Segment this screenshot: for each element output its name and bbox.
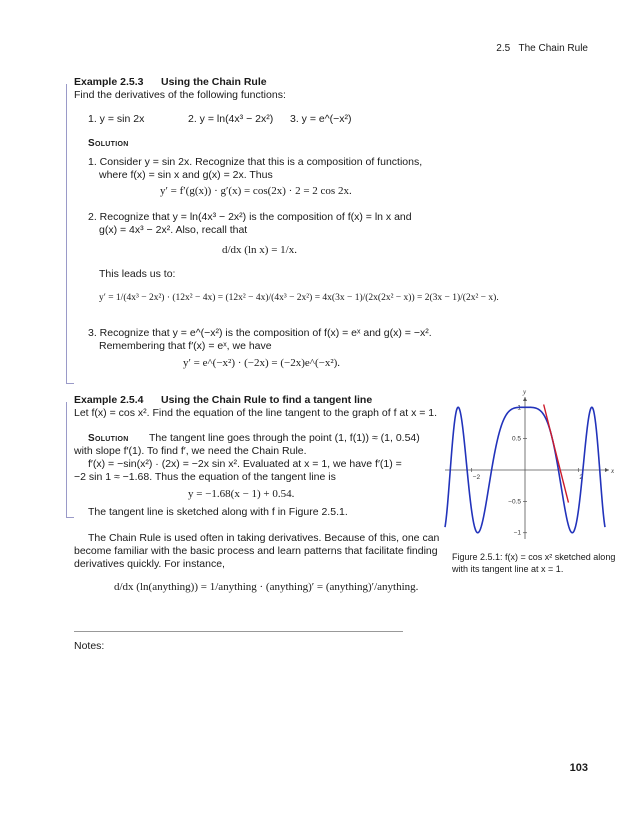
x-axis-label: x: [611, 467, 615, 475]
tangent-line: [544, 405, 569, 503]
y-axis-label: y: [523, 388, 527, 396]
example-a-number: Example 2.5.3: [74, 76, 144, 88]
notes-divider: [74, 631, 403, 632]
example-a-prompt: Find the derivatives of the following functions:: [74, 89, 286, 101]
example-bar-a: [66, 84, 67, 384]
solution-1-line-1: 1. Consider y = sin 2x. Recognize that this is a composition of functions,: [88, 156, 423, 168]
solution-2-equation-2: y′ = 1/(4x³ − 2x²) · (12x² − 4x) = (12x² − 4x)/(4x³ − 2x²) = 4x(3x − 1)/(2x(2x² − x)) = 2(3x − 1)/(2x² − x).: [99, 293, 499, 303]
solution-2-line-2: g(x) = 4x³ − 2x². Also, recall that: [99, 224, 248, 236]
x-tick-label: −2: [472, 474, 481, 481]
example-b-closing: The tangent line is sketched along with f in Figure 2.5.1.: [88, 506, 348, 518]
figure-caption-line-2: with its tangent line at x = 1.: [452, 564, 564, 574]
figure-2-5-1: [435, 388, 615, 545]
header-section-number: 2.5: [496, 43, 511, 54]
y-tick-label: −1: [513, 529, 521, 537]
example-b-line-2: with slope f′(1). To find f′, we need the Chain Rule.: [74, 445, 307, 457]
example-b-line-3: f′(x) = −sin(x²) · (2x) = −2x sin x². Evaluated at x = 1, we have f′(1) =: [88, 458, 402, 470]
example-b-number: Example 2.5.4: [74, 394, 144, 406]
y-tick-label: −0.5: [508, 498, 521, 506]
page-number: 103: [569, 762, 588, 774]
example-bar-a-end: [66, 383, 74, 384]
example-b-title: Using the Chain Rule to find a tangent line: [160, 394, 373, 406]
example-a-title: Using the Chain Rule: [160, 76, 267, 88]
example-bar-b-end: [66, 517, 74, 518]
example-b-line-4: −2 sin 1 ≈ −1.68. Thus the equation of the tangent line is: [74, 471, 336, 483]
x-tick-label: 2: [579, 474, 583, 481]
header-section-title: The Chain Rule: [518, 43, 588, 54]
body-para-line-1: The Chain Rule is used often in taking derivatives. Because of this, one can: [88, 532, 440, 544]
x-axis-arrow: [605, 468, 609, 472]
solution-2-line-1: 2. Recognize that y = ln(4x³ − 2x²) is the composition of f(x) = ln x and: [88, 211, 412, 223]
body-para-line-3: derivatives quickly. For instance,: [74, 558, 225, 570]
example-b-solution-label: Solution: [88, 433, 129, 444]
example-b-text-1: The tangent line goes through the point (1, f(1)) ≈ (1, 0.54): [149, 432, 420, 444]
example-b-heading: [74, 394, 372, 406]
solution-2-leads: This leads us to:: [99, 268, 176, 280]
anything-equation: d/dx (ln(anything)) = 1/anything · (anything)′ = (anything)′/anything.: [114, 581, 419, 593]
example-a-heading: [74, 76, 267, 88]
example-b-prompt: Let f(x) = cos x². Find the equation of the line tangent to the graph of f at x = 1.: [74, 407, 438, 419]
example-a-solution-label: Solution: [88, 138, 129, 149]
y-tick-label: 0.5: [511, 435, 521, 443]
example-bar-b: [66, 402, 67, 518]
body-para-line-2: become familiar with the basic process and learn patterns that facilitate finding: [74, 545, 438, 557]
solution-3-line-2: Remembering that f′(x) = eˣ, we have: [99, 340, 272, 352]
y-tick-label: 1: [517, 404, 521, 412]
problem-1: 1. y = sin 2x: [88, 113, 145, 125]
figure-caption-line-1: Figure 2.5.1: f(x) = cos x² sketched along: [452, 552, 616, 562]
example-b-line-1: [88, 432, 420, 444]
solution-1-equation: y′ = f′(g(x)) · g′(x) = cos(2x) · 2 = 2 cos 2x.: [160, 185, 352, 197]
solution-3-line-1: 3. Recognize that y = e^(−x²) is the composition of f(x) = eˣ and g(x) = −x².: [88, 327, 432, 339]
solution-1-line-2: where f(x) = sin x and g(x) = 2x. Thus: [99, 169, 273, 181]
running-header: [496, 43, 588, 54]
problem-2: 2. y = ln(4x³ − 2x²): [188, 113, 274, 125]
solution-3-equation: y′ = e^(−x²) · (−2x) = (−2x)e^(−x²).: [183, 357, 341, 369]
notes-label: Notes:: [74, 640, 105, 652]
solution-2-equation: d/dx (ln x) = 1/x.: [222, 244, 297, 256]
problem-3: 3. y = e^(−x²): [290, 113, 352, 125]
y-axis-arrow: [523, 397, 527, 401]
tangent-equation: y = −1.68(x − 1) + 0.54.: [188, 488, 295, 500]
